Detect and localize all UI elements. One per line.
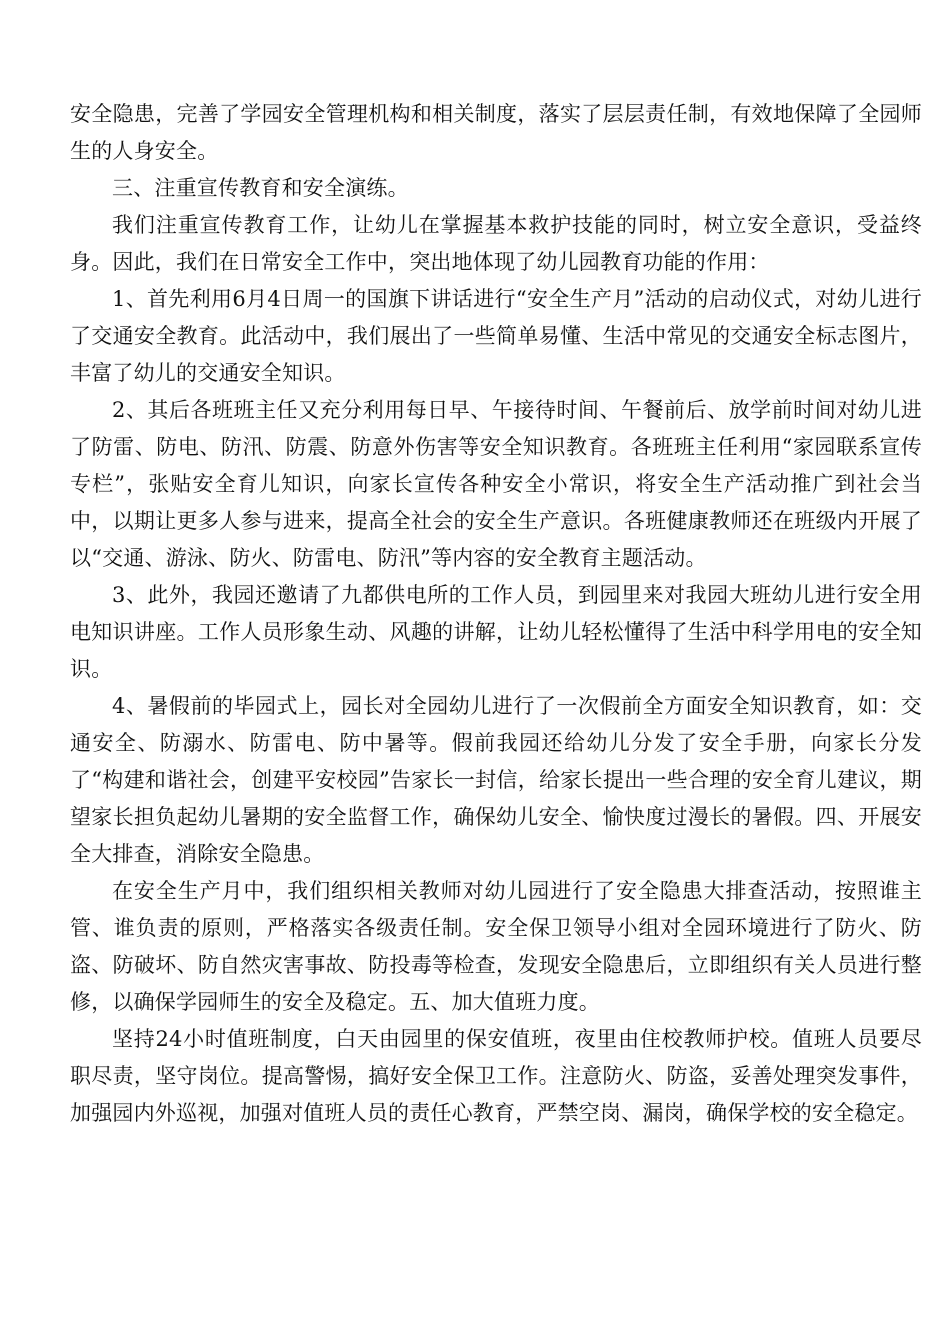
paragraph-item-1: 1、首先利用6月4日周一的国旗下讲话进行“安全生产月”活动的启动仪式，对幼儿进行了交通安全教育。此活动中，我们展出了一些简单易懂、生活中常见的交通安全标志图片，丰富了幼儿的交通安全知识。	[70, 287, 922, 385]
paragraph-duty: 坚持24小时值班制度，白天由园里的保安值班，夜里由住校教师护校。值班人员要尽职尽责，坚守岗位。提高警惕，搞好安全保卫工作。注意防火、防盗，妥善处理突发事件，加强园内外巡视，加强对值班人员的责任心教育，严禁空岗、漏岗，确保学校的安全稳定。	[70, 1027, 922, 1125]
paragraph-item-2: 2、其后各班班主任又充分利用每日早、午接待时间、午餐前后、放学前时间对幼儿进了防雷、防电、防汛、防震、防意外伤害等安全知识教育。各班班主任利用“家园联系宣传专栏”，张贴安全育儿知识，向家长宣传各种安全小常识，将安全生产活动推广到社会当中，以期让更多人参与进来，提高全社会的安全生产意识。各班健康教师还在班级内开展了以“交通、游泳、防火、防雷电、防汛”等内容的安全教育主题活动。	[70, 398, 922, 570]
paragraph-item-4: 4、暑假前的毕园式上，园长对全园幼儿进行了一次假前全方面安全知识教育，如：交通安全、防溺水、防雷电、防中暑等。假前我园还给幼儿分发了安全手册，向家长分发了“构建和谐社会，创建平安校园”告家长一封信，给家长提出一些合理的安全育儿建议，期望家长担负起幼儿暑期的安全监督工作，确保幼儿安全、愉快度过漫长的暑假。四、开展安全大排查，消除安全隐患。	[70, 694, 922, 866]
section-heading-3: 三、注重宣传教育和安全演练。	[112, 176, 409, 200]
document-page	[70, 96, 922, 1132]
paragraph-item-3: 3、此外，我园还邀请了九都供电所的工作人员，到园里来对我园大班幼儿进行安全用电知识讲座。工作人员形象生动、风趣的讲解，让幼儿轻松懂得了生活中科学用电的安全知识。	[70, 583, 922, 681]
paragraph-1: 安全隐患，完善了学园安全管理机构和相关制度，落实了层层责任制，有效地保障了全园师生的人身安全。	[70, 102, 922, 163]
paragraph-inspection: 在安全生产月中，我们组织相关教师对幼儿园进行了安全隐患大排查活动，按照谁主管、谁负责的原则，严格落实各级责任制。安全保卫领导小组对全园环境进行了防火、防盗、防破坏、防自然灾害事故、防投毒等检查，发现安全隐患后，立即组织有关人员进行整修，以确保学园师生的安全及稳定。五、加大值班力度。	[70, 879, 922, 1014]
paragraph-2: 我们注重宣传教育工作，让幼儿在掌握基本救护技能的同时，树立安全意识，受益终身。因此，我们在日常安全工作中，突出地体现了幼儿园教育功能的作用：	[70, 213, 922, 274]
